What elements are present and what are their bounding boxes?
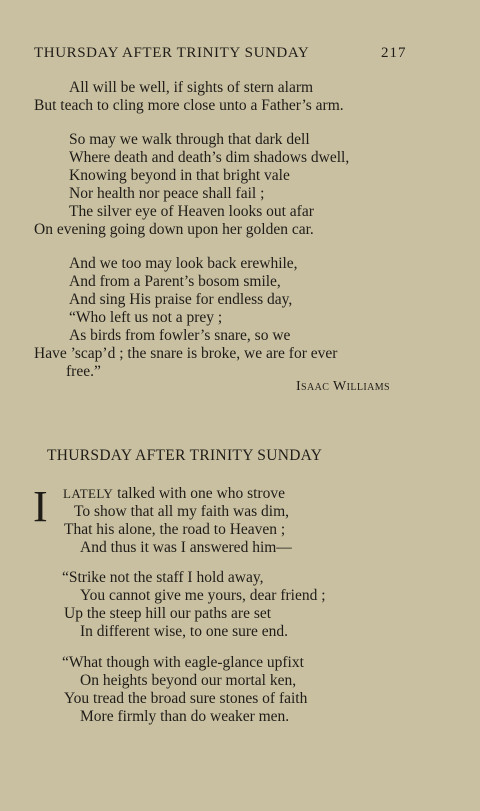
first-word: LATELY [63,486,114,501]
verse-line: Nor health nor peace shall fail ; [69,185,265,202]
verse-line: That his alone, the road to Heaven ; [64,521,286,538]
verse-line [63,485,285,503]
author-signature: Isaac Williams [296,379,390,394]
verse-line: On evening going down upon her golden car. [34,221,314,238]
verse-line: And from a Parent’s bosom smile, [69,273,281,290]
verse-line: Knowing beyond in that bright vale [69,167,290,184]
drop-cap: I [33,482,48,531]
verse-line: So may we walk through that dark dell [69,131,310,148]
verse-line: All will be well, if sights of stern alarm [69,79,314,96]
verse-line: “What though with eagle-glance upfixt [62,654,304,671]
verse-line: Where death and death’s dim shadows dwell, [69,149,350,166]
poem-title: THURSDAY AFTER TRINITY SUNDAY [47,447,323,464]
verse-line: “Who left us not a prey ; [69,309,223,326]
verse-line: Up the steep hill our paths are set [64,605,272,622]
verse-line: And sing His praise for endless day, [69,291,293,308]
verse-line: The silver eye of Heaven looks out afar [69,203,314,220]
verse-line: On heights beyond our mortal ken, [80,672,297,689]
verse-line: “Strike not the staff I hold away, [62,569,264,586]
verse-line: More firmly than do weaker men. [80,708,290,725]
verse-line: You tread the broad sure stones of faith [64,690,308,707]
verse-line: Have ’scap’d ; the snare is broke, we are for ever [34,345,338,362]
page-number: 217 [381,45,407,61]
verse-line: And we too may look back erewhile, [69,255,298,272]
verse-line-rest: talked with one who strove [113,485,285,502]
verse-line: As birds from fowler’s snare, so we [69,327,291,344]
verse-line: You cannot give me yours, dear friend ; [80,587,326,604]
running-title: THURSDAY AFTER TRINITY SUNDAY [34,45,310,61]
verse-line: And thus it was I answered him— [80,539,292,556]
verse-line: In different wise, to one sure end. [80,623,289,640]
verse-line: But teach to cling more close unto a Father’s arm. [34,97,344,114]
verse-line: To show that all my faith was dim, [74,503,290,520]
verse-line: free.” [66,363,101,380]
